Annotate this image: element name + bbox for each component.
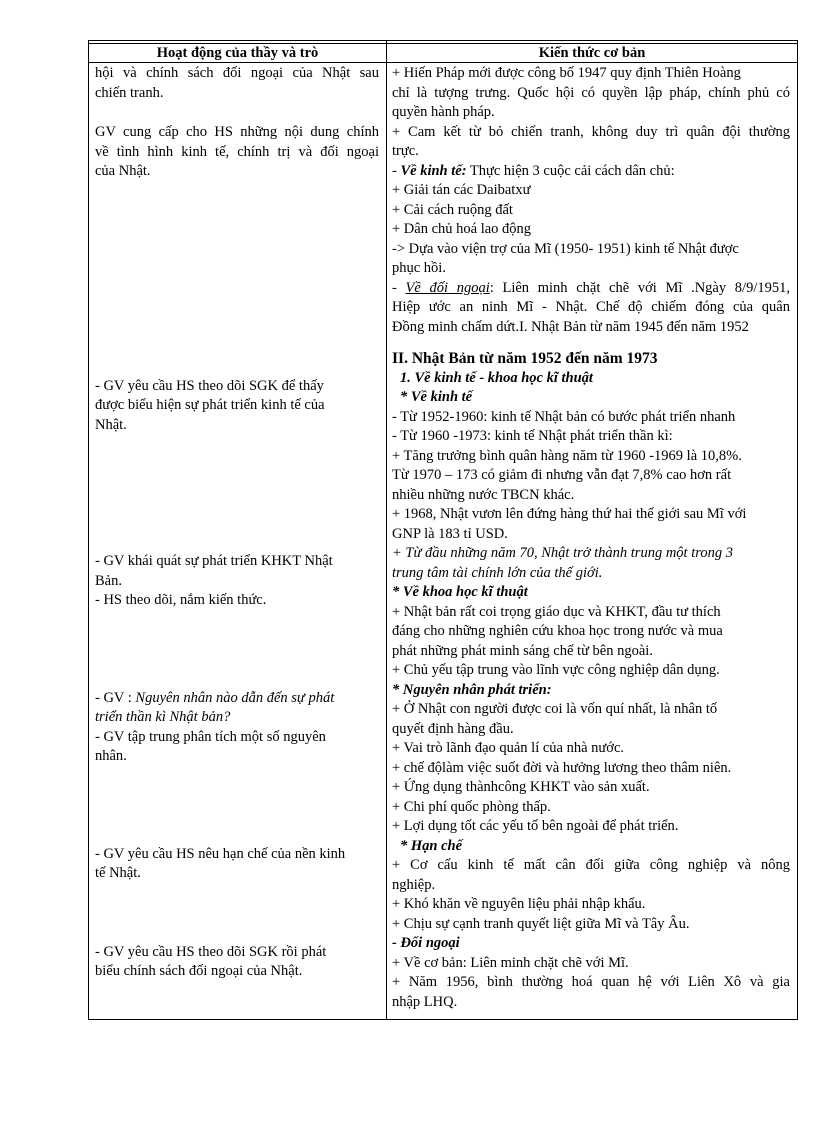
right-line: quyền hành pháp. [392, 104, 495, 120]
right-line: + Về cơ bản: Liên minh chặt chẽ với Mĩ. [392, 954, 629, 971]
spacer [95, 435, 379, 552]
lesson-table [88, 40, 798, 1020]
right-line: GNP là 183 tỉ USD. [392, 525, 508, 542]
right-text: - [392, 162, 401, 179]
right-line: + chế độlàm việc suốt đời và hưởng lương theo thâm niên. [392, 759, 732, 776]
section-subheading: * Về kinh tế [400, 389, 473, 405]
right-line: quyết định hàng đầu. [392, 720, 514, 737]
right-line: + Ở Nhật con người được coi là vốn quí nhất, là nhân tố [392, 701, 718, 717]
left-line: nhân. [95, 748, 127, 764]
spacer [95, 182, 379, 377]
right-line [392, 279, 790, 299]
activities-column [95, 64, 379, 982]
right-line: + Lợi dụng tốt các yếu tố bên ngoài để phát triển. [392, 818, 679, 834]
right-line: + Từ đầu những năm 70, Nhật trở thành trung một trong 3 [392, 545, 733, 561]
section-subheading: * Về khoa học kĩ thuật [392, 584, 528, 600]
left-line: - GV yêu cầu HS theo dõi SGK để thấy [95, 377, 324, 394]
knowledge-column [392, 64, 790, 1012]
right-line: nghiệp. [392, 876, 436, 893]
right-line: Đồng minh chấm dứt.I. Nhật Bản từ năm 1945 đến năm 1952 [392, 318, 749, 335]
right-line: chỉ là tượng trưng. Quốc hội có quyền lập pháp, chính phủ có [392, 84, 790, 101]
left-line: Nhật. [95, 416, 127, 433]
left-text: - GV : [95, 689, 136, 706]
right-line: + Chi phí quốc phòng thấp. [392, 798, 551, 815]
left-line: về tình hình kinh tế, chính trị và đối ngoại [95, 143, 379, 160]
right-line: + 1968, Nhật vươn lên đứng hàng thứ hai thế giới sau Mĩ với [392, 506, 747, 522]
right-subheading: Về kinh tế: [400, 162, 467, 179]
left-line: tế Nhật. [95, 865, 141, 881]
left-line: GV cung cấp cho HS những nội dung chính [95, 124, 379, 140]
right-text: Thực hiện 3 cuộc cải cách dân chủ: [466, 162, 675, 179]
right-line: trung tâm tài chính lớn của thế giới. [392, 564, 603, 581]
left-line: - GV tập trung phân tích một số nguyên [95, 728, 326, 745]
right-line: nhiều những nước TBCN khác. [392, 486, 575, 503]
right-line: Từ 1970 – 173 có giảm đi nhưng vẫn đạt 7,8% cao hơn rất [392, 467, 732, 483]
right-line: + Chủ yếu tập trung vào lĩnh vực công nghiệp dân dụng. [392, 662, 720, 678]
right-line: - Từ 1960 -1973: kinh tế Nhật phát triển thần kì: [392, 428, 673, 444]
right-line: - Từ 1952-1960: kinh tế Nhật bản có bước phát triển nhanh [392, 408, 736, 425]
section-subheading: * Hạn chế [400, 837, 463, 854]
right-line: đáng cho những nghiên cứu khoa học trong nước và mua [392, 623, 723, 639]
left-line: được biểu hiện sự phát triển kinh tế của [95, 397, 325, 413]
right-line: trực. [392, 143, 419, 159]
right-line: + Ứng dụng thànhcông KHKT vào sản xuất. [392, 779, 650, 795]
right-line: + Cam kết từ bỏ chiến tranh, không duy trì quân đội thường [392, 123, 790, 140]
right-line: phục hồi. [392, 260, 446, 276]
spacer [95, 767, 379, 845]
right-line: + Nhật bản rất coi trọng giáo dục và KHKT, đầu tư thích [392, 603, 721, 620]
section-subheading: 1. Về kinh tế - khoa học kĩ thuật [400, 369, 593, 386]
right-line: + Tăng trưởng bình quân hàng năm từ 1960 -1969 là 10,8%. [392, 447, 742, 464]
left-line: hội và chính sách đối ngoại của Nhật sau [95, 65, 379, 81]
right-text: - [392, 279, 406, 296]
right-line: + Hiến Pháp mới được công bố 1947 quy định Thiên Hoàng [392, 65, 741, 81]
right-line: + Dân chủ hoá lao động [392, 221, 532, 237]
right-line: + Chịu sự cạnh tranh quyết liệt giữa Mĩ và Tây Âu. [392, 915, 690, 932]
right-line [392, 162, 790, 182]
right-line: -> Dựa vào viện trợ của Mĩ (1950- 1951) kinh tế Nhật được [392, 240, 739, 257]
section-subheading: - Đối ngoại [392, 935, 460, 951]
section-heading: II. Nhật Bản từ năm 1952 đến năm 1973 [392, 350, 658, 367]
spacer [95, 611, 379, 689]
right-text: : Liên minh chặt chẽ với Mĩ .Ngày 8/9/1951, [489, 279, 790, 296]
left-question: Nguyên nhân nào dẫn đến sự phát [135, 689, 335, 706]
right-line: + Vai trò lãnh đạo quản lí của nhà nước. [392, 740, 625, 756]
right-line: + Năm 1956, bình thường hoá quan hệ với Liên Xô và gia [392, 974, 790, 990]
section-subheading: * Nguyên nhân phát triển: [392, 681, 552, 698]
right-line: Hiệp ước an ninh Mĩ - Nhật. Chế độ chiếm đóng của quân [392, 299, 790, 315]
column-divider [386, 41, 387, 1019]
left-line: Bản. [95, 572, 122, 589]
right-subheading: Về đối ngoại [405, 279, 490, 296]
right-line: phát những phát minh sáng chế từ bên ngoài. [392, 642, 653, 659]
spacer [95, 884, 379, 943]
header-knowledge: Kiến thức cơ bản [538, 45, 646, 61]
right-line: + Cơ cấu kinh tế mất cân đối giữa công nghiệp và nông [392, 857, 790, 873]
right-line: + Khó khăn về nguyên liệu phải nhập khẩu. [392, 896, 646, 912]
header-activities: Hoạt động của thầy và trò [156, 45, 319, 61]
left-line: biểu chính sách đối ngoại của Nhật. [95, 963, 303, 979]
left-line: chiến tranh. [95, 84, 164, 101]
left-line: - GV khái quát sự phát triển KHKT Nhật [95, 553, 333, 569]
spacer [95, 103, 379, 123]
spacer [392, 337, 790, 349]
left-line: - HS theo dõi, nắm kiến thức. [95, 592, 267, 608]
left-line: - GV yêu cầu HS nêu hạn chế của nền kinh [95, 845, 346, 862]
right-line: nhập LHQ. [392, 993, 458, 1010]
right-line: + Giải tán các Daibatxư [392, 182, 531, 198]
left-line [95, 689, 379, 709]
left-line: của Nhật. [95, 163, 151, 179]
right-line: + Cải cách ruộng đất [392, 201, 513, 218]
left-line: - GV yêu cầu HS theo dõi SGK rồi phát [95, 943, 327, 960]
left-question: triển thần kì Nhật bản? [95, 709, 231, 725]
